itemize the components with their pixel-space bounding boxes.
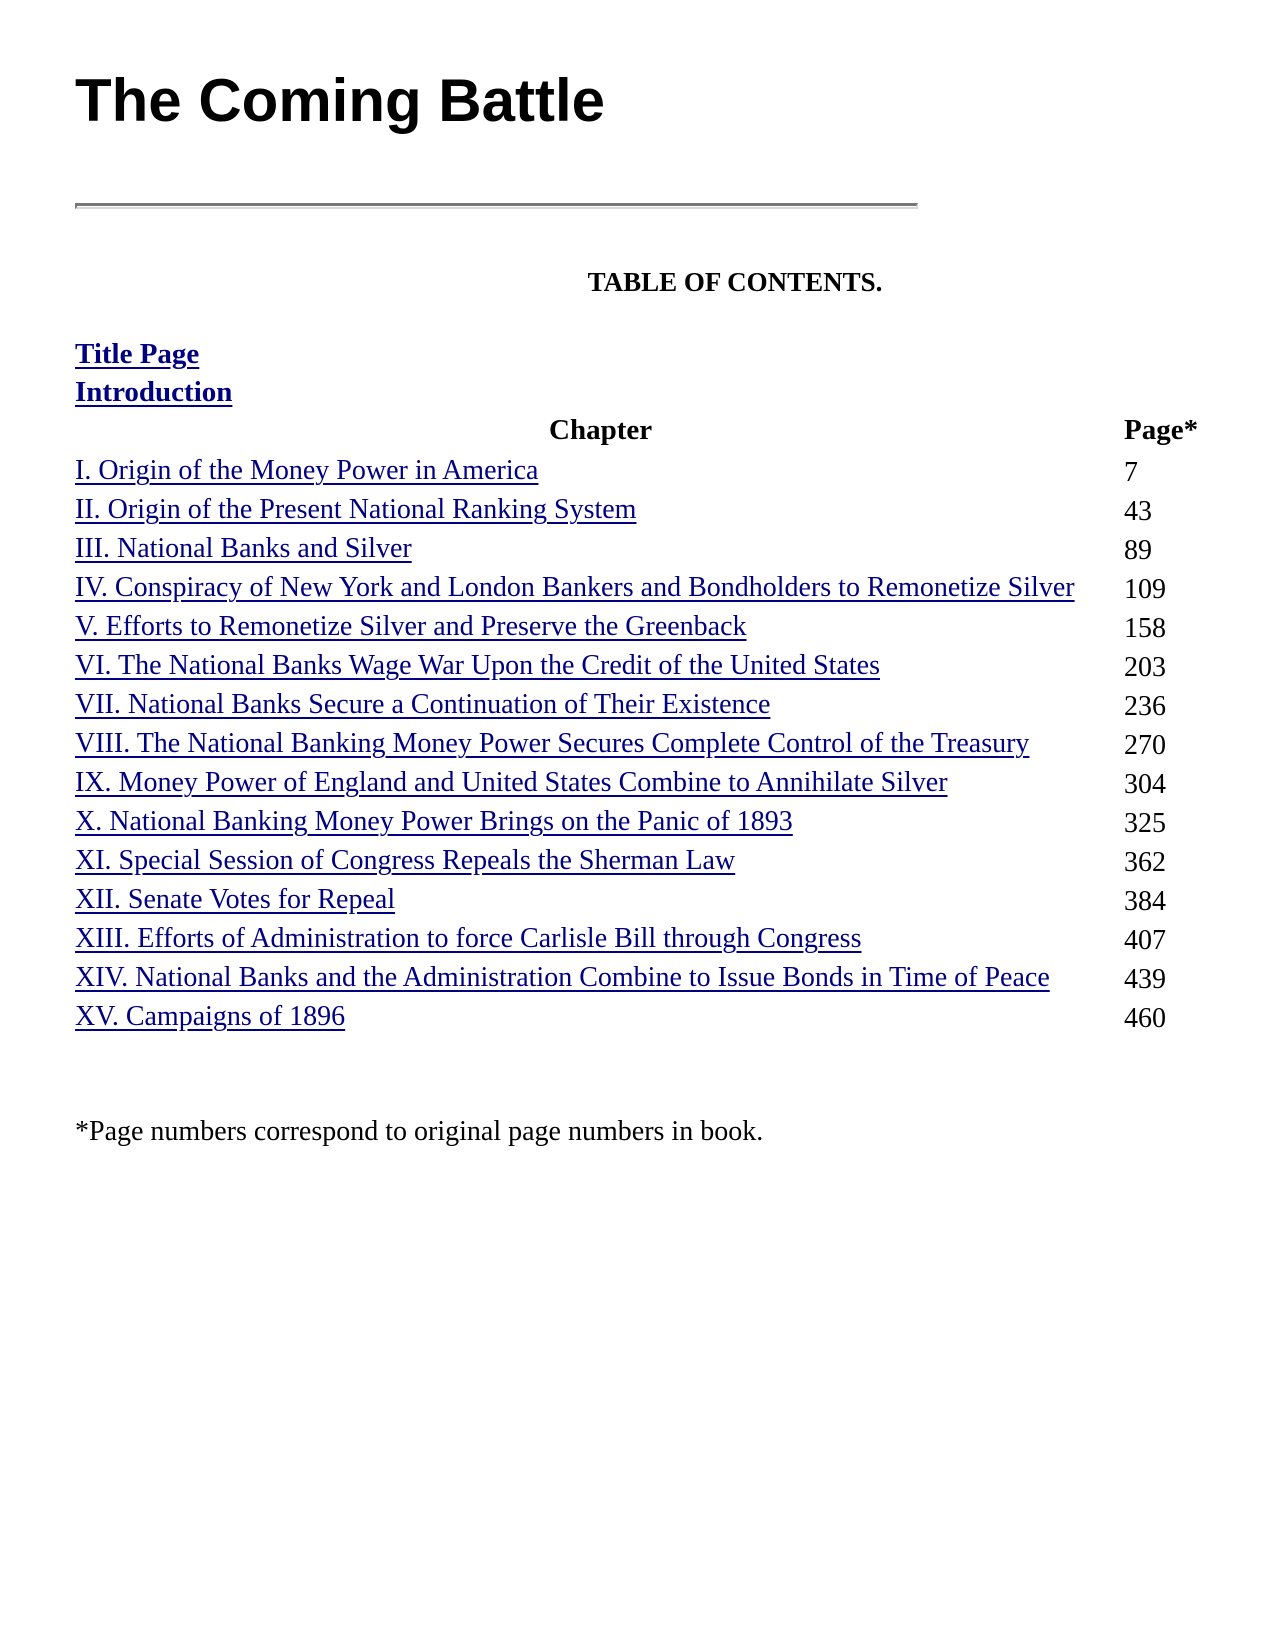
chapter-column-header: Chapter [549,414,653,446]
toc-row [75,607,1225,646]
toc-row [75,451,1225,490]
toc-row [75,841,1225,880]
chapter-link[interactable]: III. National Banks and Silver [75,533,412,564]
page-number: 203 [1124,652,1166,683]
page-title: The Coming Battle [75,67,606,134]
chapter-link[interactable]: VI. The National Banks Wage War Upon the Credit of the United States [75,650,880,681]
toc-row [75,880,1225,919]
page-column-header: Page* [1124,414,1199,446]
toc-row [75,919,1225,958]
horizontal-rule [75,203,918,209]
toc-row [75,802,1225,841]
page-number: 109 [1124,574,1166,605]
page-number: 43 [1124,496,1152,527]
introduction-link[interactable]: Introduction [75,376,233,408]
toc-row [75,646,1225,685]
toc-row [75,685,1225,724]
toc-row [75,568,1225,607]
chapter-link[interactable]: I. Origin of the Money Power in America [75,455,539,486]
chapter-link[interactable]: II. Origin of the Present National Ranking System [75,494,637,525]
chapter-link[interactable]: IX. Money Power of England and United States Combine to Annihilate Silver [75,767,948,798]
toc-row [75,490,1225,529]
page-number: 362 [1124,847,1166,878]
chapter-link[interactable]: VIII. The National Banking Money Power Secures Complete Control of the Treasury [75,728,1030,759]
toc-row [75,958,1225,997]
chapter-link[interactable]: XI. Special Session of Congress Repeals the Sherman Law [75,845,736,876]
chapter-link[interactable]: VII. National Banks Secure a Continuation of Their Existence [75,689,771,720]
page-number: 7 [1124,457,1138,488]
chapter-link[interactable]: IV. Conspiracy of New York and London Bankers and Bondholders to Remonetize Silver [75,572,1075,603]
chapter-link[interactable]: XII. Senate Votes for Repeal [75,884,396,915]
page-number: 325 [1124,808,1166,839]
toc-row [75,997,1225,1036]
chapter-link[interactable]: XIV. National Banks and the Administration Combine to Issue Bonds in Time of Peace [75,962,1050,993]
page-number: 158 [1124,613,1166,644]
title-page-link[interactable]: Title Page [75,338,200,370]
page-number: 384 [1124,886,1166,917]
page-number: 407 [1124,925,1166,956]
chapter-link[interactable]: X. National Banking Money Power Brings on the Panic of 1893 [75,806,793,837]
chapter-link[interactable]: XV. Campaigns of 1896 [75,1001,346,1032]
page-number: 270 [1124,730,1166,761]
page-number: 439 [1124,964,1166,995]
page-number: 89 [1124,535,1152,566]
toc-row [75,529,1225,568]
toc-heading: TABLE OF CONTENTS. [587,267,883,297]
toc-row [75,763,1225,802]
footnote: *Page numbers correspond to original page numbers in book. [75,1116,764,1147]
page-number: 460 [1124,1003,1166,1034]
chapter-link[interactable]: V. Efforts to Remonetize Silver and Preserve the Greenback [75,611,747,642]
toc-row [75,724,1225,763]
page-number: 304 [1124,769,1166,800]
chapter-link[interactable]: XIII. Efforts of Administration to force Carlisle Bill through Congress [75,923,862,954]
page-number: 236 [1124,691,1166,722]
